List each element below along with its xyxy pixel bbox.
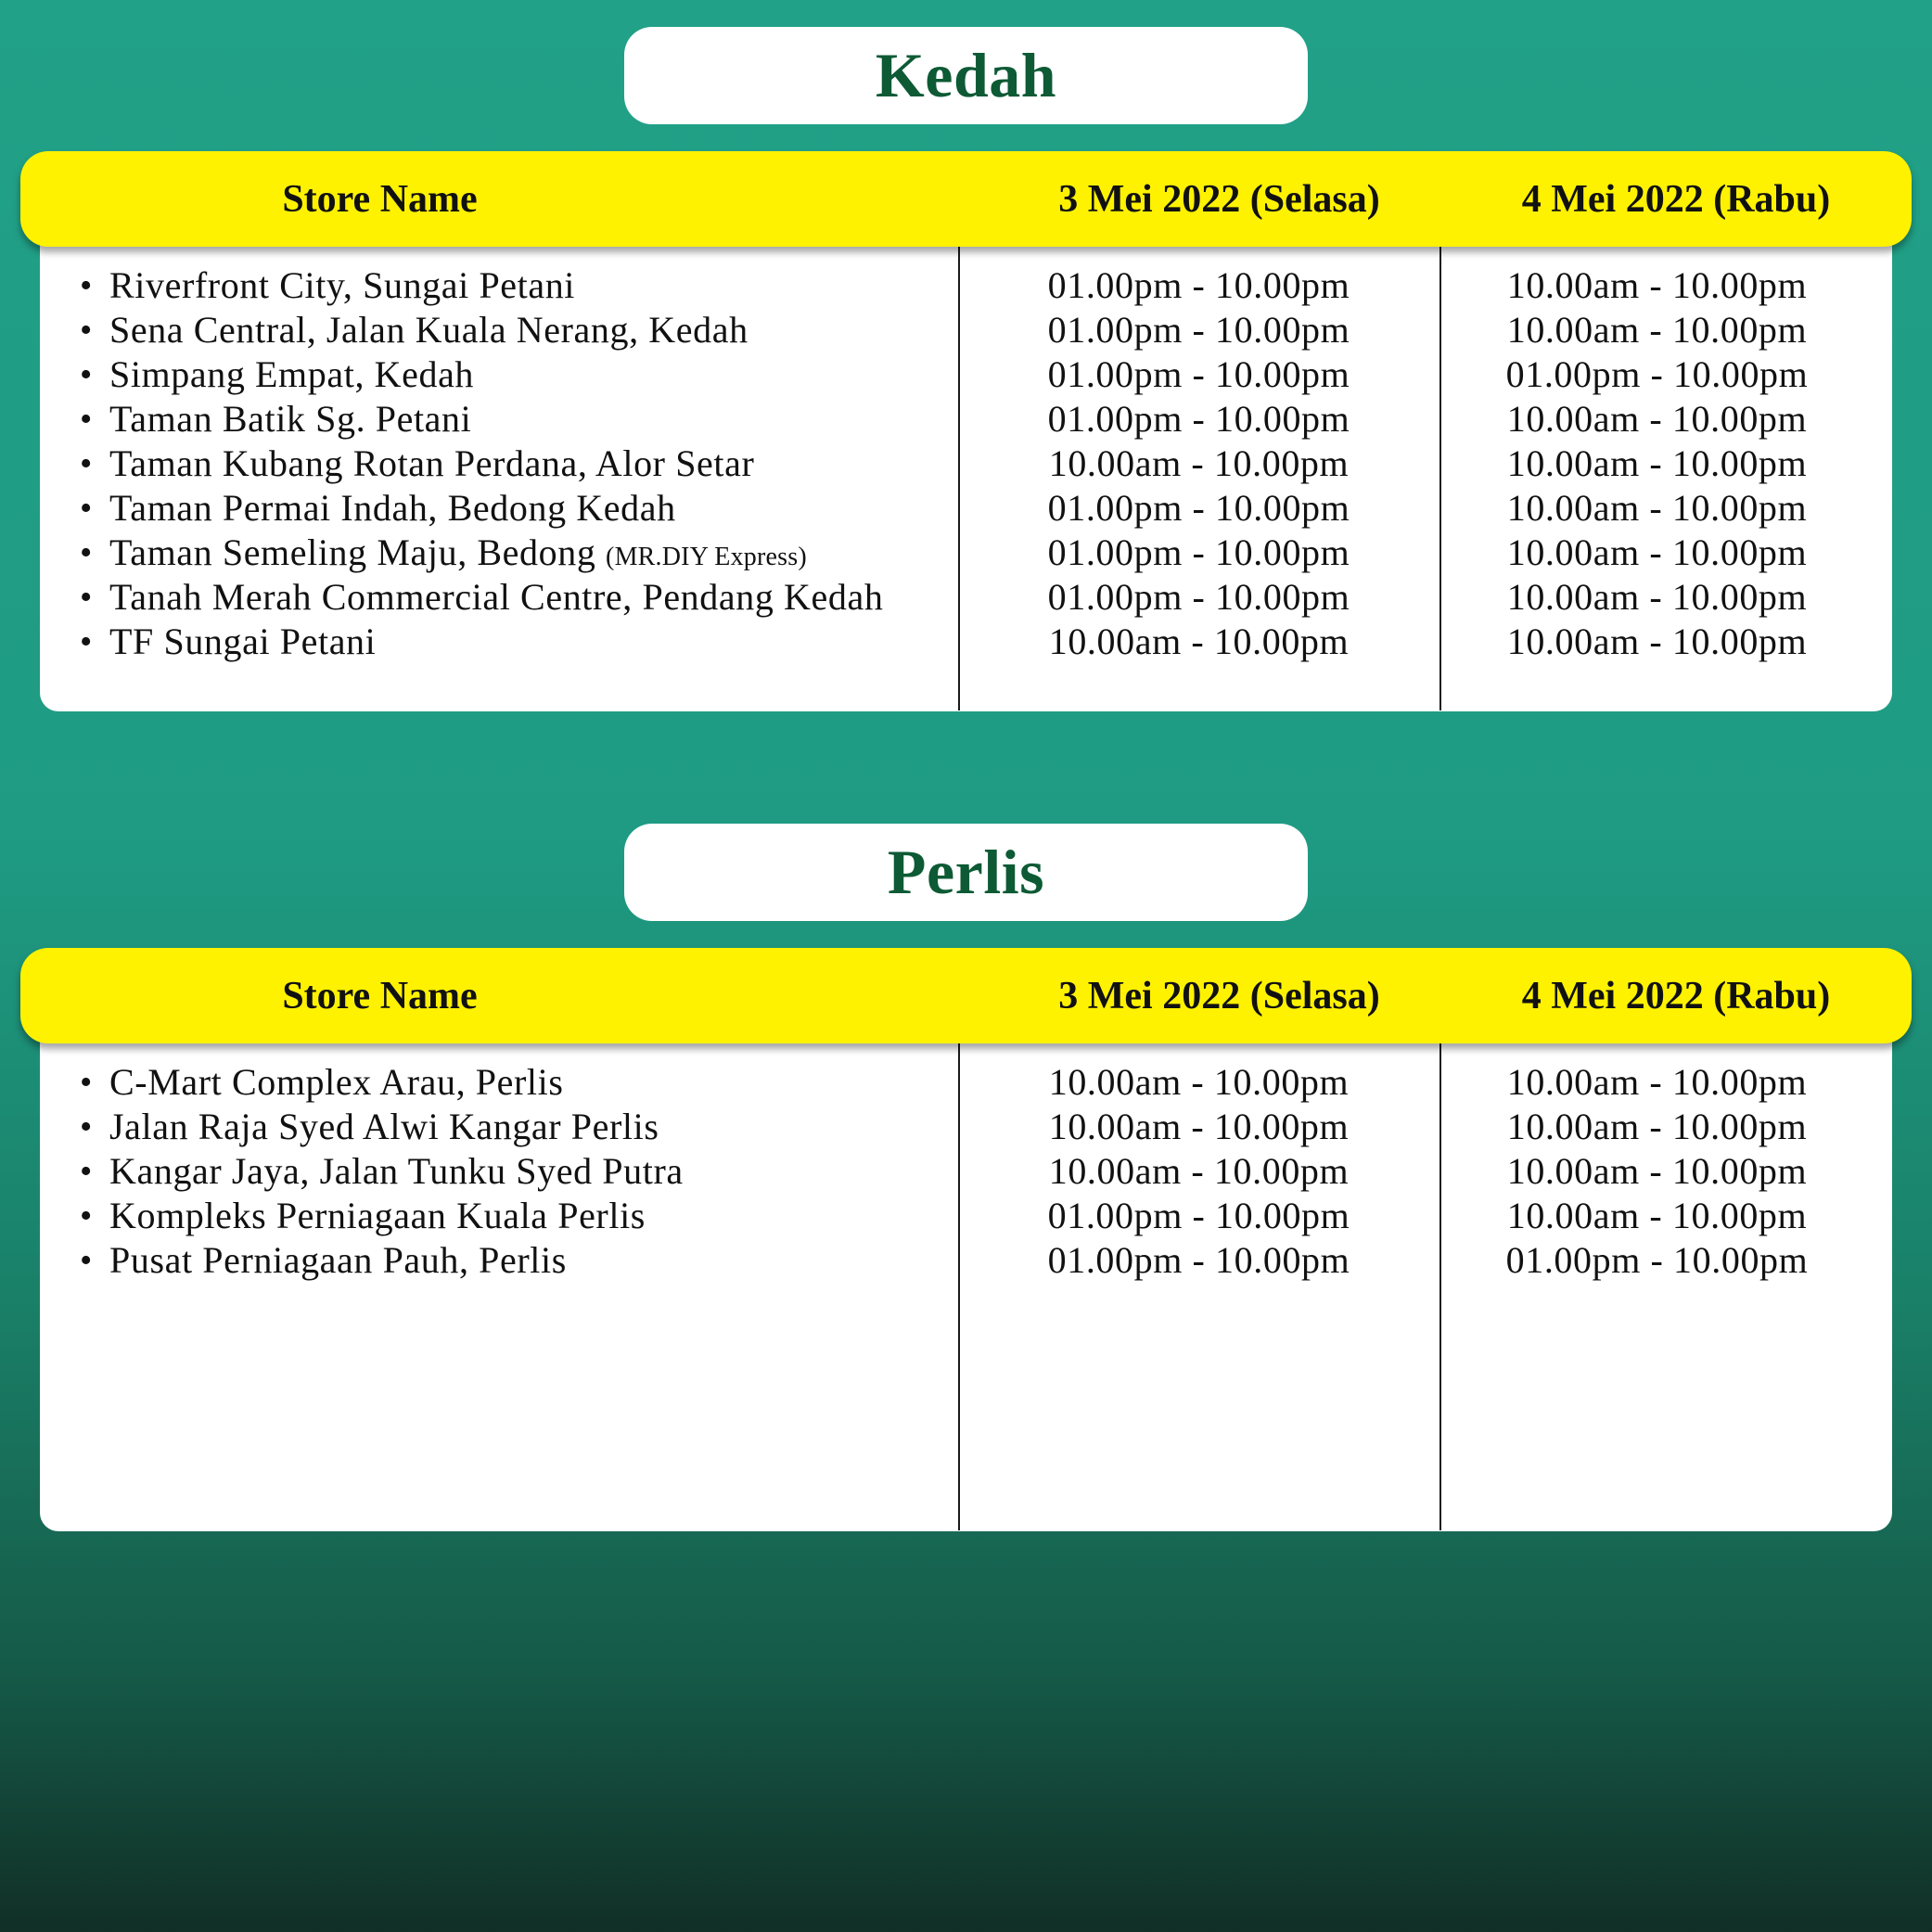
header-day2: 4 Mei 2022 (Rabu) bbox=[1521, 177, 1831, 221]
hours-day1: 10.00am - 10.00pm bbox=[1048, 442, 1350, 484]
store-name bbox=[109, 441, 754, 486]
header-day2: 4 Mei 2022 (Rabu) bbox=[1521, 974, 1831, 1017]
table-row bbox=[0, 1238, 1932, 1283]
store-name bbox=[109, 620, 376, 664]
store-list bbox=[0, 1060, 1932, 1283]
store-name-text: Kompleks Perniagaan Kuala Perlis bbox=[109, 1195, 646, 1236]
table-row bbox=[0, 308, 1932, 352]
bullet-icon: • bbox=[80, 1196, 93, 1235]
hours-day2: 10.00am - 10.00pm bbox=[1506, 398, 1808, 440]
store-name bbox=[109, 308, 748, 352]
hours-day1: 01.00pm - 10.00pm bbox=[1047, 264, 1350, 306]
header-day1: 3 Mei 2022 (Selasa) bbox=[1058, 974, 1380, 1017]
hours-day1: 10.00am - 10.00pm bbox=[1048, 1106, 1350, 1147]
header-day1: 3 Mei 2022 (Selasa) bbox=[1058, 177, 1380, 221]
store-name bbox=[109, 486, 676, 531]
store-name-text: Pusat Perniagaan Pauh, Perlis bbox=[109, 1239, 567, 1281]
bullet-icon: • bbox=[80, 1107, 93, 1146]
store-name bbox=[109, 1060, 563, 1105]
region-title: Kedah bbox=[875, 40, 1057, 110]
store-name bbox=[109, 1149, 684, 1194]
store-name-text: Taman Kubang Rotan Perdana, Alor Setar bbox=[109, 442, 755, 484]
region-title: Perlis bbox=[887, 837, 1045, 907]
hours-day2: 10.00am - 10.00pm bbox=[1506, 442, 1808, 484]
bullet-icon: • bbox=[80, 400, 93, 439]
hours-day2: 10.00am - 10.00pm bbox=[1506, 1195, 1808, 1236]
bullet-icon: • bbox=[80, 1063, 93, 1102]
hours-day2: 10.00am - 10.00pm bbox=[1506, 1061, 1808, 1103]
store-name bbox=[109, 1105, 659, 1149]
hours-day2: 10.00am - 10.00pm bbox=[1506, 531, 1808, 573]
store-name-text: Riverfront City, Sungai Petani bbox=[109, 264, 576, 306]
store-name bbox=[109, 352, 474, 397]
bullet-icon: • bbox=[80, 533, 93, 572]
store-name-text: Sena Central, Jalan Kuala Nerang, Kedah bbox=[109, 309, 748, 351]
bullet-icon: • bbox=[80, 578, 93, 617]
hours-day1: 01.00pm - 10.00pm bbox=[1047, 1195, 1350, 1236]
bullet-icon: • bbox=[80, 355, 93, 394]
bullet-icon: • bbox=[80, 489, 93, 528]
table-row bbox=[0, 531, 1932, 575]
table-row bbox=[0, 441, 1932, 486]
header-store-name: Store Name bbox=[282, 177, 478, 221]
store-name bbox=[109, 531, 807, 580]
table-row bbox=[0, 575, 1932, 620]
hours-day1: 01.00pm - 10.00pm bbox=[1047, 398, 1350, 440]
store-name-text: Taman Semeling Maju, Bedong bbox=[109, 531, 596, 573]
store-name-text: Tanah Merah Commercial Centre, Pendang Kedah bbox=[109, 576, 884, 618]
bullet-icon: • bbox=[80, 1241, 93, 1280]
hours-day2: 10.00am - 10.00pm bbox=[1506, 1106, 1808, 1147]
bullet-icon: • bbox=[80, 311, 93, 350]
bullet-icon: • bbox=[80, 444, 93, 483]
table-row bbox=[0, 263, 1932, 308]
hours-day2: 10.00am - 10.00pm bbox=[1506, 621, 1808, 662]
hours-day1: 01.00pm - 10.00pm bbox=[1047, 576, 1350, 618]
store-name bbox=[109, 263, 575, 308]
hours-day1: 10.00am - 10.00pm bbox=[1048, 621, 1350, 662]
store-name-text: Taman Permai Indah, Bedong Kedah bbox=[109, 487, 676, 529]
store-name bbox=[109, 575, 883, 620]
table-row bbox=[0, 352, 1932, 397]
header-store-name: Store Name bbox=[282, 974, 478, 1017]
table-row bbox=[0, 1060, 1932, 1105]
hours-day1: 01.00pm - 10.00pm bbox=[1047, 309, 1350, 351]
hours-day1: 10.00am - 10.00pm bbox=[1048, 1061, 1350, 1103]
store-note: (MR.DIY Express) bbox=[606, 543, 807, 571]
hours-day2: 10.00am - 10.00pm bbox=[1506, 264, 1808, 306]
bullet-icon: • bbox=[80, 1152, 93, 1191]
hours-day2: 10.00am - 10.00pm bbox=[1506, 487, 1808, 529]
store-name-text: Taman Batik Sg. Petani bbox=[109, 398, 472, 440]
store-name bbox=[109, 1194, 646, 1238]
hours-day2: 10.00am - 10.00pm bbox=[1506, 576, 1808, 618]
hours-day2: 10.00am - 10.00pm bbox=[1506, 1150, 1808, 1192]
store-name-text: Kangar Jaya, Jalan Tunku Syed Putra bbox=[109, 1150, 684, 1192]
store-name-text: TF Sungai Petani bbox=[109, 621, 377, 662]
table-row bbox=[0, 486, 1932, 531]
bullet-icon: • bbox=[80, 622, 93, 661]
hours-day1: 01.00pm - 10.00pm bbox=[1047, 353, 1350, 395]
store-name bbox=[109, 397, 471, 441]
store-name-text: Simpang Empat, Kedah bbox=[109, 353, 475, 395]
hours-day1: 10.00am - 10.00pm bbox=[1048, 1150, 1350, 1192]
region-title-pill bbox=[624, 824, 1308, 921]
hours-day1: 01.00pm - 10.00pm bbox=[1047, 531, 1350, 573]
table-header bbox=[20, 151, 1912, 247]
table-row bbox=[0, 1194, 1932, 1238]
table-row bbox=[0, 1149, 1932, 1194]
hours-day2: 01.00pm - 10.00pm bbox=[1505, 353, 1809, 395]
store-name bbox=[109, 1238, 567, 1283]
table-header bbox=[20, 948, 1912, 1043]
hours-day1: 01.00pm - 10.00pm bbox=[1047, 487, 1350, 529]
store-list bbox=[0, 263, 1932, 664]
hours-day1: 01.00pm - 10.00pm bbox=[1047, 1239, 1350, 1281]
table-row bbox=[0, 1105, 1932, 1149]
store-name-text: C-Mart Complex Arau, Perlis bbox=[109, 1061, 564, 1103]
hours-day2: 10.00am - 10.00pm bbox=[1506, 309, 1808, 351]
table-row bbox=[0, 397, 1932, 441]
hours-day2: 01.00pm - 10.00pm bbox=[1505, 1239, 1809, 1281]
region-title-pill bbox=[624, 27, 1308, 124]
store-name-text: Jalan Raja Syed Alwi Kangar Perlis bbox=[109, 1106, 659, 1147]
bullet-icon: • bbox=[80, 266, 93, 305]
table-row bbox=[0, 620, 1932, 664]
